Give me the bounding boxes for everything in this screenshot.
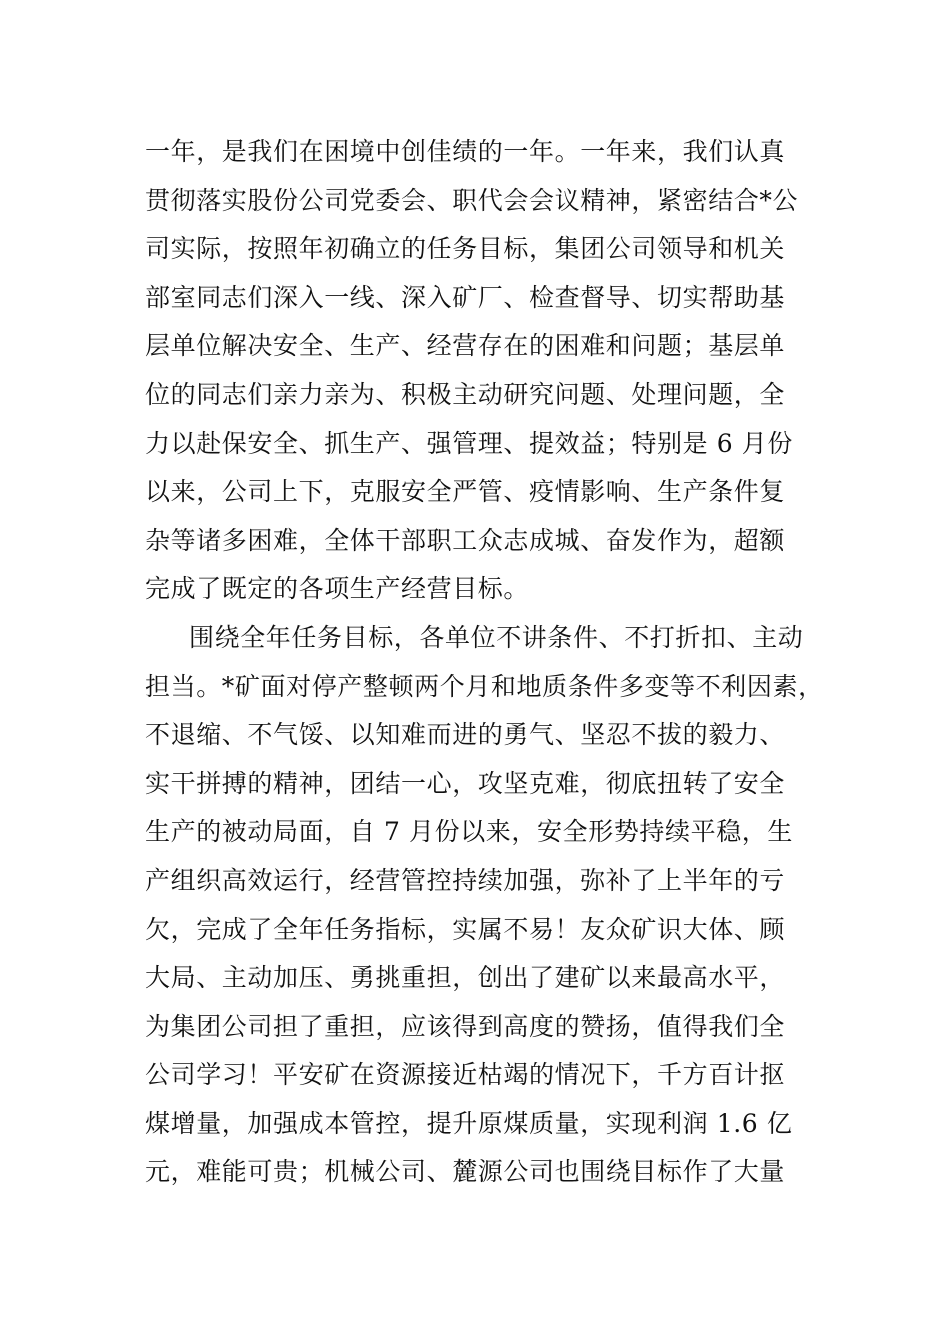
text-line: 贯彻落实股份公司党委会、职代会会议精神，紧密结合*公 [145, 185, 799, 215]
text-line: 大局、主动加压、勇挑重担，创出了建矿以来最高水平， [145, 963, 786, 993]
text-line: 实干拼搏的精神，团结一心，攻坚克难，彻底扭转了安全 [145, 768, 786, 798]
text-line: 位的同志们亲力亲为、积极主动研究问题、处理问题，全 [145, 379, 786, 409]
text-line: 完成了既定的各项生产经营目标。 [145, 574, 530, 604]
text-line: 煤增量，加强成本管控，提升原煤质量，实现利润 1.6 亿 [145, 1108, 793, 1138]
text-line: 不退缩、不气馁、以知难而进的勇气、坚忍不拔的毅力、 [145, 720, 786, 750]
text-line: 产组织高效运行，经营管控持续加强，弥补了上半年的亏 [145, 865, 786, 895]
text-line: 围绕全年任务目标，各单位不讲条件、不打折扣、主动 [189, 622, 804, 652]
text-line: 部室同志们深入一线、深入矿厂、检查督导、切实帮助基 [145, 282, 786, 312]
text-line: 一年，是我们在困境中创佳绩的一年。一年来，我们认真 [145, 137, 786, 166]
text-line: 公司学习！平安矿在资源接近枯竭的情况下，千方百计抠 [145, 1060, 786, 1090]
paragraph-1 [145, 128, 845, 614]
document-body [145, 128, 845, 1197]
text-line: 司实际，按照年初确立的任务目标，集团公司领导和机关 [145, 234, 786, 264]
text-line: 以来，公司上下，克服安全严管、疫情影响、生产条件复 [145, 477, 786, 507]
paragraph-2 [145, 614, 845, 1197]
text-line: 生产的被动局面，自 7 月份以来，安全形势持续平稳，生 [145, 817, 794, 847]
text-line: 层单位解决安全、生产、经营存在的困难和问题；基层单 [145, 331, 786, 361]
text-line: 力以赴保安全、抓生产、强管理、提效益；特别是 6 月份 [145, 428, 794, 458]
text-line: 元，难能可贵；机械公司、麓源公司也围绕目标作了大量 [145, 1157, 786, 1187]
text-line: 为集团公司担了重担，应该得到高度的赞扬，值得我们全 [145, 1011, 786, 1041]
text-line: 担当。*矿面对停产整顿两个月和地质条件多变等不利因素， [145, 671, 824, 701]
text-line: 杂等诸多困难，全体干部职工众志成城、奋发作为，超额 [145, 525, 786, 555]
text-line: 欠，完成了全年任务指标，实属不易！友众矿识大体、顾 [145, 914, 786, 944]
